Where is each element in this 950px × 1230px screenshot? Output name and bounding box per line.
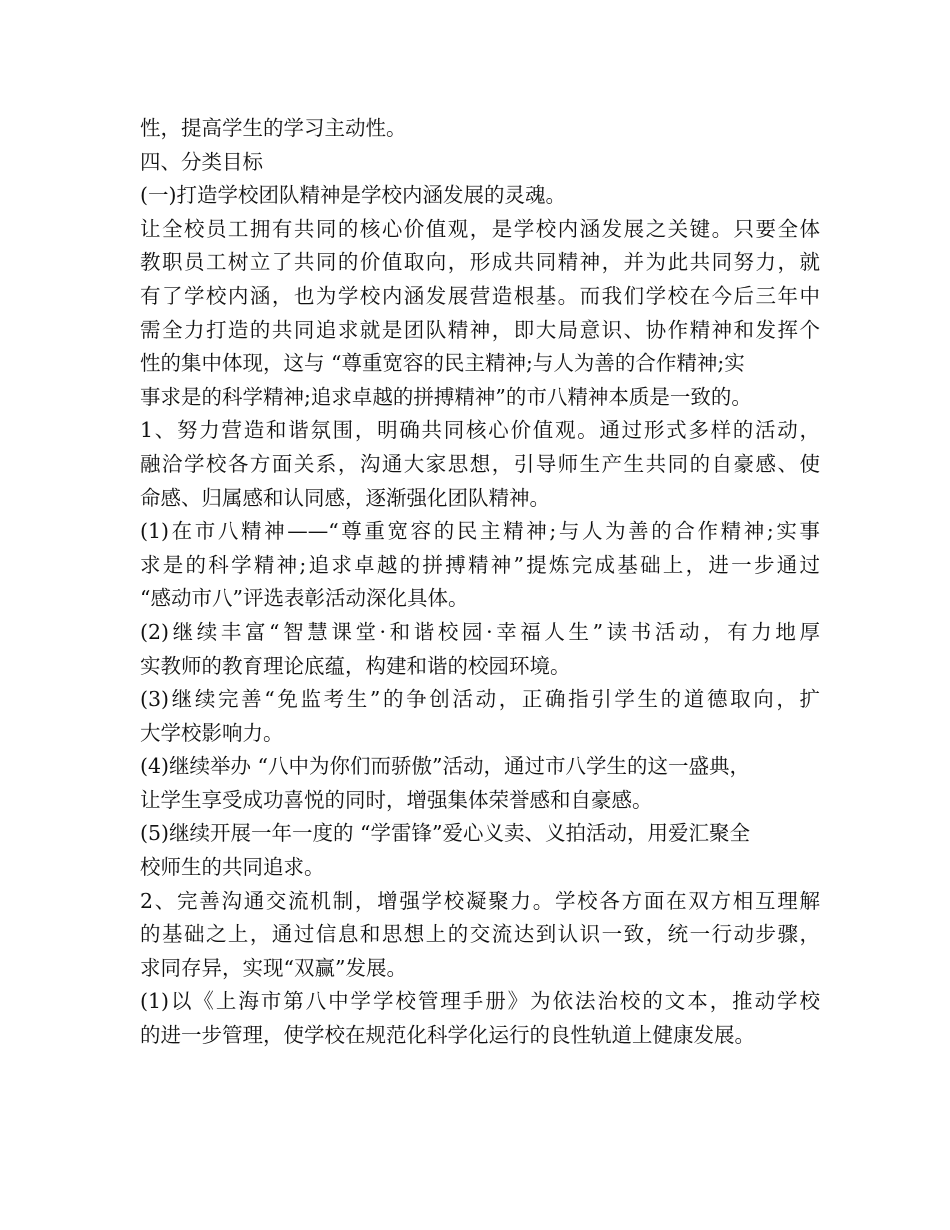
text-line: 性的集中体现，这与 “尊重宽容的民主精神;与人为善的合作精神;实 [140, 351, 745, 376]
text-line: 让学生享受成功喜悦的同时，增强集体荣誉感和自豪感。 [140, 787, 653, 812]
text-line: 融洽学校各方面关系，沟通大家思想，引导师生产生共同的自豪感、使 [140, 451, 820, 476]
text-line: (2)继续丰富“智慧课堂·和谐校园·幸福人生”读书活动，有力地厚 [140, 619, 820, 644]
text-line: (1)以《上海市第八中学学校管理手册》为依法治校的文本，推动学校 [140, 989, 820, 1014]
text-line: 让全校员工拥有共同的核心价值观，是学校内涵发展之关键。只要全体 [140, 216, 820, 241]
text-line: 的基础之上，通过信息和思想上的交流达到认识一致，统一行动步骤， [140, 922, 820, 947]
text-line: 命感、归属感和认同感，逐渐强化团队精神。 [140, 485, 550, 510]
text-line: 2、完善沟通交流机制，增强学校凝聚力。学校各方面在双方相互理解 [140, 888, 820, 913]
text-line: 求同存异，实现“双赢”发展。 [140, 955, 407, 980]
text-line: (5)继续开展一年一度的 “学雷锋”爱心义卖、义拍活动，用爱汇聚全 [140, 821, 751, 846]
text-line: 大学校影响力。 [140, 720, 284, 745]
text-line: 的进一步管理，使学校在规范化科学化运行的良性轨道上健康发展。 [140, 1023, 755, 1048]
text-line: 性，提高学生的学习主动性。 [140, 116, 407, 140]
text-line: 有了学校内涵，也为学校内涵发展营造根基。而我们学校在今后三年中 [140, 283, 820, 308]
text-line: 事求是的科学精神;追求卓越的拼搏精神”的市八精神本质是一致的。 [140, 384, 752, 409]
text-line: 需全力打造的共同追求就是团队精神，即大局意识、协作精神和发挥个 [140, 317, 820, 342]
text-line: (4)继续举办 “八中为你们而骄傲”活动，通过市八学生的这一盛典， [140, 754, 751, 779]
text-line: “感动市八”评选表彰活动深化具体。 [140, 586, 469, 611]
text-line: (1)在市八精神——“尊重宽容的民主精神;与人为善的合作精神;实事 [140, 519, 820, 544]
section-heading: 四、分类目标 [140, 149, 263, 174]
text-line: 求是的科学精神;追求卓越的拼搏精神”提炼完成基础上，进一步通过 [140, 552, 820, 577]
document-page [140, 112, 820, 1053]
text-line: 实教师的教育理论底蕴，构建和谐的校园环境。 [140, 653, 571, 678]
text-line: 教职员工树立了共同的价值取向，形成共同精神，并为此共同努力，就 [140, 250, 820, 275]
text-line: 1、努力营造和谐氛围，明确共同核心价值观。通过形式多样的活动， [140, 418, 820, 443]
subsection-heading: (一)打造学校团队精神是学校内涵发展的灵魂。 [140, 183, 566, 208]
text-line: 校师生的共同追求。 [140, 855, 325, 880]
text-line: (3)继续完善“免监考生”的争创活动，正确指引学生的道德取向，扩 [140, 687, 820, 712]
